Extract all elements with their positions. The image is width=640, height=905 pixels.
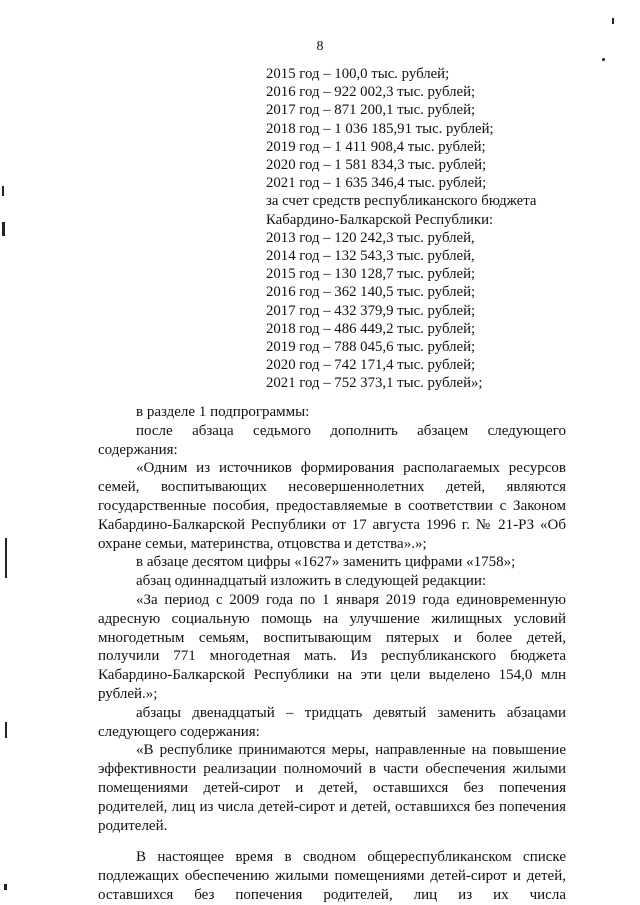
paragraph: абзацы двенадцатый – тридцать девятый заменить абзацами следующего содержания: (98, 704, 566, 740)
budget-block (266, 65, 576, 393)
budget-line: 2017 год – 871 200,1 тыс. рублей; (266, 102, 476, 119)
paragraph: после абзаца седьмого дополнить абзацем следующего содержания: (98, 422, 566, 458)
paragraph: в абзаце десятом цифры «1627» заменить цифрами «1758»; (136, 554, 516, 571)
budget-line: 2017 год – 432 379,9 тыс. рублей; (266, 302, 476, 319)
budget-line: 2019 год – 1 411 908,4 тыс. рублей; (266, 138, 486, 155)
budget-line: 2019 год – 788 045,6 тыс. рублей; (266, 339, 476, 356)
paragraph: «За период с 2009 года по 1 января 2019 года единовременную адресную социальную помощь на улучшение жилищных условий многодетным семьям, воспитывающим пятерых и более детей, получили 771 многодетная мать. Из республиканского бюджета Кабардино-Балкарской Республики на эти цели выделено 154,0 млн рублей.»; (98, 591, 566, 702)
budget-line: 2020 год – 742 171,4 тыс. рублей; (266, 357, 476, 374)
budget-line: 2015 год – 100,0 тыс. рублей; (266, 66, 450, 82)
budget-line: 2021 год – 1 635 346,4 тыс. рублей; (266, 175, 487, 192)
scan-mark (2, 222, 5, 236)
budget-source-line: за счет средств республиканского бюджета (266, 193, 537, 210)
scan-mark (602, 58, 605, 61)
budget-line: 2013 год – 120 242,3 тыс. рублей, (266, 229, 475, 246)
paragraph: «Одним из источников формирования располагаемых ресурсов семей, воспитывающих несовершеннолетних детей, являются государственные пособия, предоставляемые в соответствии с Законом Кабардино-Балкарской Республики от 17 августа 1996 г. № 21-РЗ «Об охране семьи, материнства, отцовства и детства».»; (98, 460, 566, 552)
paragraph: В настоящее время в сводном общереспубликанском списке подлежащих обеспечению жилыми помещениями детей-сирот и детей, оставшихся без попечения родителей, лиц из их числа (98, 849, 566, 903)
paragraph: абзац одиннадцатый изложить в следующей редакции: (136, 573, 487, 590)
paragraph: «В республике принимаются меры, направленные на повышение эффективности реализации полномочий в части обеспечения жилыми помещениями детей-сирот и детей, оставшихся без попечения родителей, лиц из числа детей-сирот и детей, оставшихся без попечения родителей. (98, 742, 566, 834)
scan-mark (5, 538, 7, 578)
budget-line: 2020 год – 1 581 834,3 тыс. рублей; (266, 157, 487, 174)
scan-mark (5, 722, 7, 738)
scan-mark (612, 18, 614, 24)
page-number: 8 (316, 39, 324, 54)
budget-line: 2016 год – 362 140,5 тыс. рублей; (266, 284, 476, 301)
budget-line: 2018 год – 1 036 185,91 тыс. рублей; (266, 120, 494, 137)
scan-mark (2, 186, 4, 196)
budget-line: 2018 год – 486 449,2 тыс. рублей; (266, 320, 476, 337)
scan-mark (4, 884, 7, 890)
budget-source-line: Кабардино-Балкарской Республики: (266, 211, 494, 228)
budget-line: 2016 год – 922 002,3 тыс. рублей; (266, 84, 476, 101)
paragraph: в разделе 1 подпрограммы: (136, 404, 310, 420)
budget-line: 2014 год – 132 543,3 тыс. рублей, (266, 248, 475, 265)
budget-line: 2015 год – 130 128,7 тыс. рублей; (266, 266, 476, 283)
body-text (98, 403, 566, 905)
budget-line: 2021 год – 752 373,1 тыс. рублей»; (266, 375, 483, 392)
